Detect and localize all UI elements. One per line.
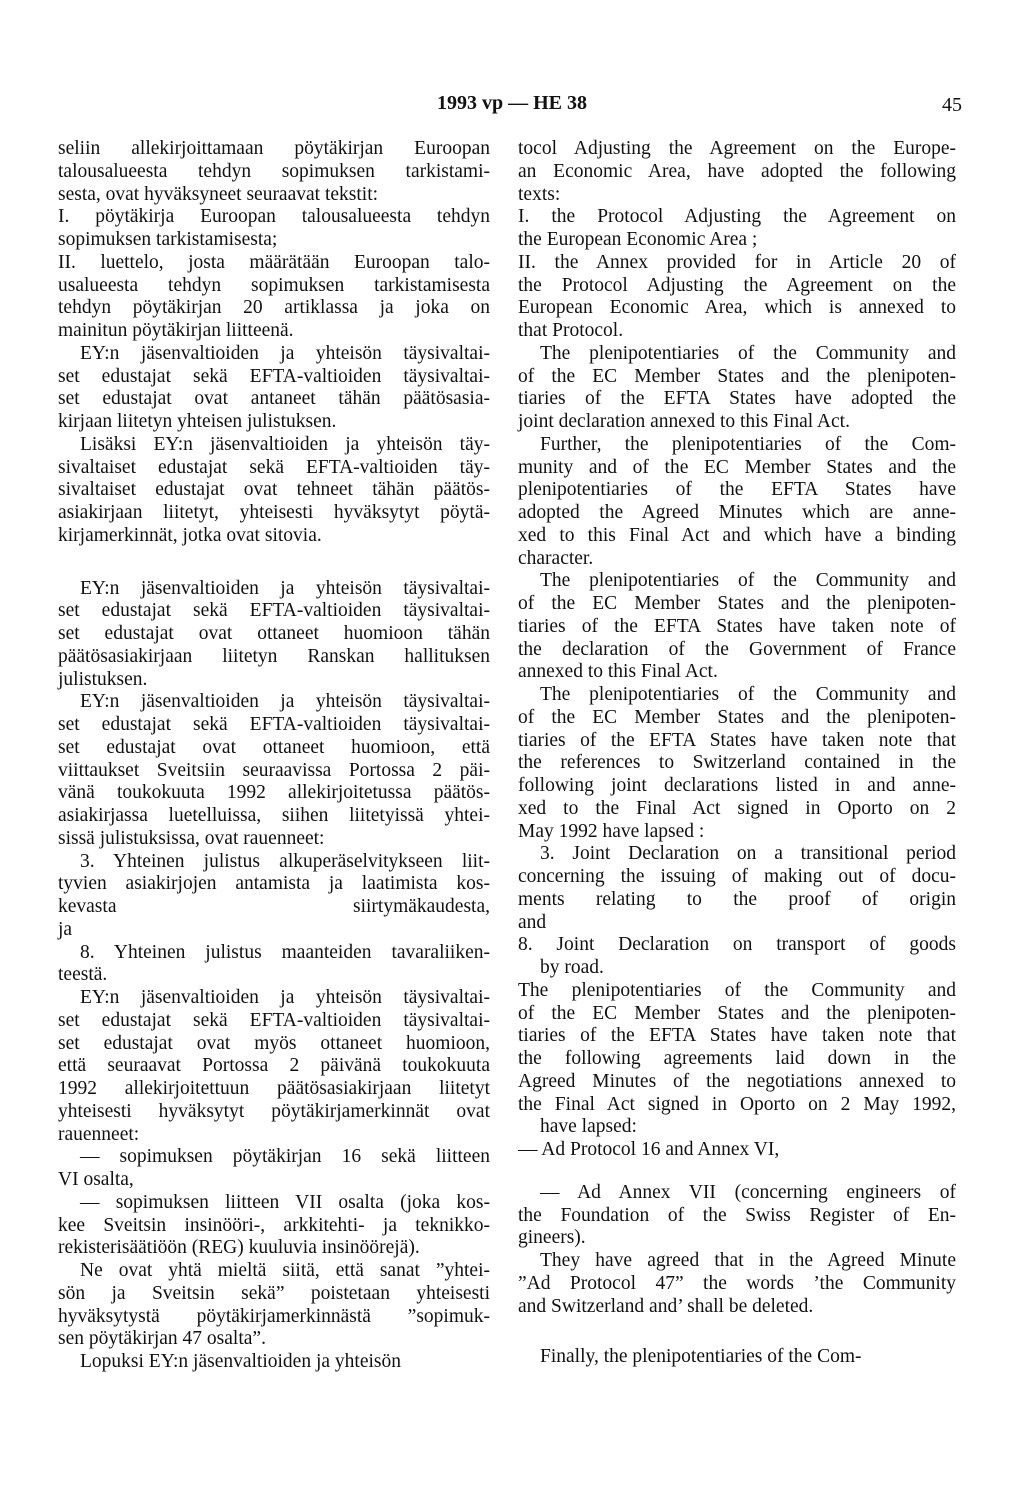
- text-line: xed to this Final Act and which have a binding: [518, 524, 956, 546]
- right-column-english: [518, 138, 956, 1369]
- text-line: tiaries of the EFTA States have taken note of: [518, 615, 956, 637]
- text-line: — sopimuksen pöytäkirjan 16 sekä liitteen: [80, 1146, 490, 1168]
- text-line: by road.: [540, 957, 604, 978]
- text-line: that Protocol.: [518, 320, 624, 341]
- text-line: and Switzerland and’ shall be deleted.: [518, 1295, 814, 1317]
- text-line: the European Economic Area ;: [518, 229, 758, 250]
- text-line: seliin allekirjoittamaan pöytäkirjan Euroopan: [58, 138, 490, 159]
- text-line: VI osalta,: [58, 1169, 134, 1190]
- text-line: 1992 allekirjoitettuun päätösasiakirjaan liitetyt: [58, 1078, 490, 1099]
- text-line: sivaltaiset edustajat sekä EFTA-valtioiden täy-: [58, 456, 490, 478]
- text-line: tocol Adjusting the Agreement on the Europe-: [518, 138, 956, 159]
- text-line: julistuksen.: [58, 668, 148, 690]
- text-line: munity and of the EC Member States and the: [518, 456, 956, 478]
- text-line: II. luettelo, josta määrätään Euroopan talo-: [58, 251, 490, 273]
- text-line: of the EC Member States and the plenipoten-: [518, 706, 956, 728]
- text-line: plenipotentiaries of the EFTA States have: [518, 479, 956, 501]
- text-line: 3. Yhteinen julistus alkuperäselvitykseen liit-: [80, 850, 490, 872]
- text-line: character.: [518, 547, 594, 569]
- text-line: 3. Joint Declaration on a transitional period: [540, 843, 956, 865]
- text-line: May 1992 have lapsed :: [518, 820, 705, 842]
- text-line: hyväksytystä pöytäkirjamerkinnästä ”sopimuk-: [58, 1305, 490, 1327]
- text-line: päätösasiakirjaan liitetyn Ranskan hallituksen: [58, 645, 490, 667]
- text-line: II. the Annex provided for in Article 20 of: [518, 251, 956, 273]
- text-line: ja: [58, 918, 73, 940]
- text-line: Lopuksi EY:n jäsenvaltioiden ja yhteisön: [80, 1351, 401, 1372]
- text-line: sön ja Sveitsin sekä” poistetaan yhteisesti: [58, 1282, 490, 1304]
- text-line: tiaries of the EFTA States have taken note that: [518, 729, 956, 751]
- text-line: gineers).: [518, 1227, 586, 1249]
- text-line: sivaltaiset edustajat ovat tehneet tähän päätös-: [58, 479, 490, 501]
- text-line: following joint declarations listed in and anne-: [518, 775, 956, 796]
- text-line: texts:: [518, 183, 561, 205]
- text-line: mainitun pöytäkirjan liitteenä.: [58, 320, 294, 341]
- page-number: 45: [942, 94, 962, 116]
- paragraph-gap: [58, 548, 490, 578]
- text-line: — Ad Annex VII (concerning engineers of: [540, 1181, 956, 1203]
- text-line: tiaries of the EFTA States have adopted the: [518, 388, 956, 410]
- text-line: rauenneet:: [58, 1123, 140, 1145]
- text-line: the references to Switzerland contained in the: [518, 752, 956, 774]
- text-line: Ne ovat yhtä mieltä siitä, että sanat ”yhtei-: [80, 1260, 490, 1281]
- text-line: vänä toukokuuta 1992 allekirjoitetussa päätös-: [58, 782, 490, 804]
- text-line: 8. Joint Declaration on transport of goods: [518, 934, 956, 956]
- text-line: sopimuksen tarkistamisesta;: [58, 229, 278, 250]
- text-line: tiaries of the EFTA States have taken note that: [518, 1025, 956, 1047]
- text-line: concerning the issuing of making out of docu-: [518, 866, 956, 887]
- text-line: joint declaration annexed to this Final Act.: [518, 411, 850, 432]
- text-line: kevasta siirtymäkaudesta,: [58, 896, 490, 917]
- text-line: — sopimuksen liitteen VII osalta (joka kos-: [80, 1191, 490, 1213]
- running-head: 1993 vp — HE 38: [436, 92, 588, 114]
- paragraph-gap: [518, 1318, 956, 1346]
- text-line: set edustajat sekä EFTA-valtioiden täysivaltai-: [58, 1009, 490, 1031]
- text-line: the Final Act signed in Oporto on 2 May 1992,: [518, 1093, 956, 1115]
- text-line: of the EC Member States and the plenipoten-: [518, 1002, 956, 1024]
- text-line: asiakirjassa luetelluissa, siihen liitetyissä yhtei-: [58, 805, 490, 826]
- text-line: adopted the Agreed Minutes which are anne-: [518, 502, 956, 523]
- text-line: the Foundation of the Swiss Register of En-: [518, 1204, 956, 1226]
- text-line: The plenipotentiaries of the Community and: [518, 979, 956, 1001]
- text-line: They have agreed that in the Agreed Minute: [540, 1250, 956, 1271]
- text-line: ments relating to the proof of origin: [518, 888, 956, 910]
- text-line: talousalueesta tehdyn sopimuksen tarkistami-: [58, 160, 490, 182]
- text-line: have lapsed:: [540, 1116, 637, 1138]
- text-line: tyvien asiakirjojen antamista ja laatimista kos-: [58, 873, 490, 895]
- text-line: set edustajat sekä EFTA-valtioiden täysivaltai-: [58, 365, 490, 387]
- text-line: European Economic Area, which is annexed to: [518, 297, 956, 319]
- text-line: 8. Yhteinen julistus maanteiden tavaraliiken-: [80, 941, 490, 963]
- page-header: [0, 92, 1024, 122]
- text-line: ”Ad Protocol 47” the words ’the Community: [518, 1272, 956, 1294]
- text-line: xed to the Final Act signed in Oporto on 2: [518, 797, 956, 819]
- text-line: kirjaan liitetyn yhteisen julistuksen.: [58, 411, 337, 432]
- text-line: The plenipotentiaries of the Community and: [540, 570, 956, 592]
- text-line: set edustajat ovat ottaneet huomioon, että: [58, 736, 490, 758]
- text-line: Agreed Minutes of the negotiations annexed to: [518, 1070, 956, 1092]
- text-line: sen pöytäkirjan 47 osalta”.: [58, 1328, 266, 1350]
- text-line: I. the Protocol Adjusting the Agreement on: [518, 206, 956, 228]
- text-line: of the EC Member States and the plenipoten-: [518, 593, 956, 614]
- text-line: kee Sveitsin insinööri-, arkkitehti- ja teknikko-: [58, 1214, 490, 1236]
- text-line: and: [518, 911, 547, 933]
- text-line: Lisäksi EY:n jäsenvaltioiden ja yhteisön täy-: [80, 433, 490, 455]
- text-line: usalueesta tehdyn sopimuksen tarkistamisesta: [58, 274, 490, 296]
- text-line: of the EC Member States and the plenipoten-: [518, 365, 956, 387]
- text-line: rekisterisäätiöön (REG) kuuluvia insinöörejä).: [58, 1237, 420, 1259]
- text-line: annexed to this Final Act.: [518, 661, 718, 683]
- text-line: EY:n jäsenvaltioiden ja yhteisön täysivaltai-: [80, 691, 490, 713]
- text-line: The plenipotentiaries of the Community and: [540, 684, 956, 705]
- text-line: tehdyn pöytäkirjan 20 artiklassa ja joka on: [58, 297, 490, 319]
- left-column-finnish: [58, 138, 490, 1374]
- text-line: sissä julistuksissa, ovat rauenneet:: [58, 827, 325, 849]
- text-line: set edustajat sekä EFTA-valtioiden täysivaltai-: [58, 600, 490, 622]
- text-line: the declaration of the Government of France: [518, 638, 956, 660]
- text-line: Further, the plenipotentiaries of the Com-: [540, 433, 956, 455]
- text-line: sesta, ovat hyväksyneet seuraavat tekstit:: [58, 183, 379, 205]
- text-line: EY:n jäsenvaltioiden ja yhteisön täysivaltai-: [80, 342, 490, 364]
- text-line: kirjamerkinnät, jotka ovat sitovia.: [58, 524, 322, 546]
- text-line: set edustajat ovat antaneet tähän päätösasia-: [58, 388, 490, 410]
- text-line: EY:n jäsenvaltioiden ja yhteisön täysivaltai-: [80, 577, 490, 599]
- text-line: the Protocol Adjusting the Agreement on the: [518, 274, 956, 296]
- text-line: teestä.: [58, 964, 108, 986]
- text-line: Finally, the plenipotentiaries of the Com-: [540, 1346, 862, 1368]
- text-line: an Economic Area, have adopted the following: [518, 160, 956, 182]
- text-line: viittaukset Sveitsiin seuraavissa Portossa 2 päi-: [58, 759, 490, 781]
- text-line: I. pöytäkirja Euroopan talousalueesta tehdyn: [58, 206, 490, 228]
- text-line: set edustajat ovat ottaneet huomioon tähän: [58, 623, 490, 644]
- text-line: set edustajat ovat myös ottaneet huomioon,: [58, 1032, 490, 1054]
- text-line: the following agreements laid down in the: [518, 1048, 956, 1069]
- text-line: että seuraavat Portossa 2 päivänä toukokuuta: [58, 1055, 490, 1077]
- text-line: set edustajat sekä EFTA-valtioiden täysivaltai-: [58, 714, 490, 735]
- paragraph-gap: [518, 1162, 956, 1182]
- text-line: asiakirjaan liitetyt, yhteisesti hyväksytyt pöytä-: [58, 502, 490, 523]
- text-line: yhteisesti hyväksytyt pöytäkirjamerkinnät ovat: [58, 1100, 490, 1122]
- text-line: — Ad Protocol 16 and Annex VI,: [518, 1139, 780, 1160]
- text-line: The plenipotentiaries of the Community and: [540, 342, 956, 364]
- text-line: EY:n jäsenvaltioiden ja yhteisön täysivaltai-: [80, 987, 490, 1008]
